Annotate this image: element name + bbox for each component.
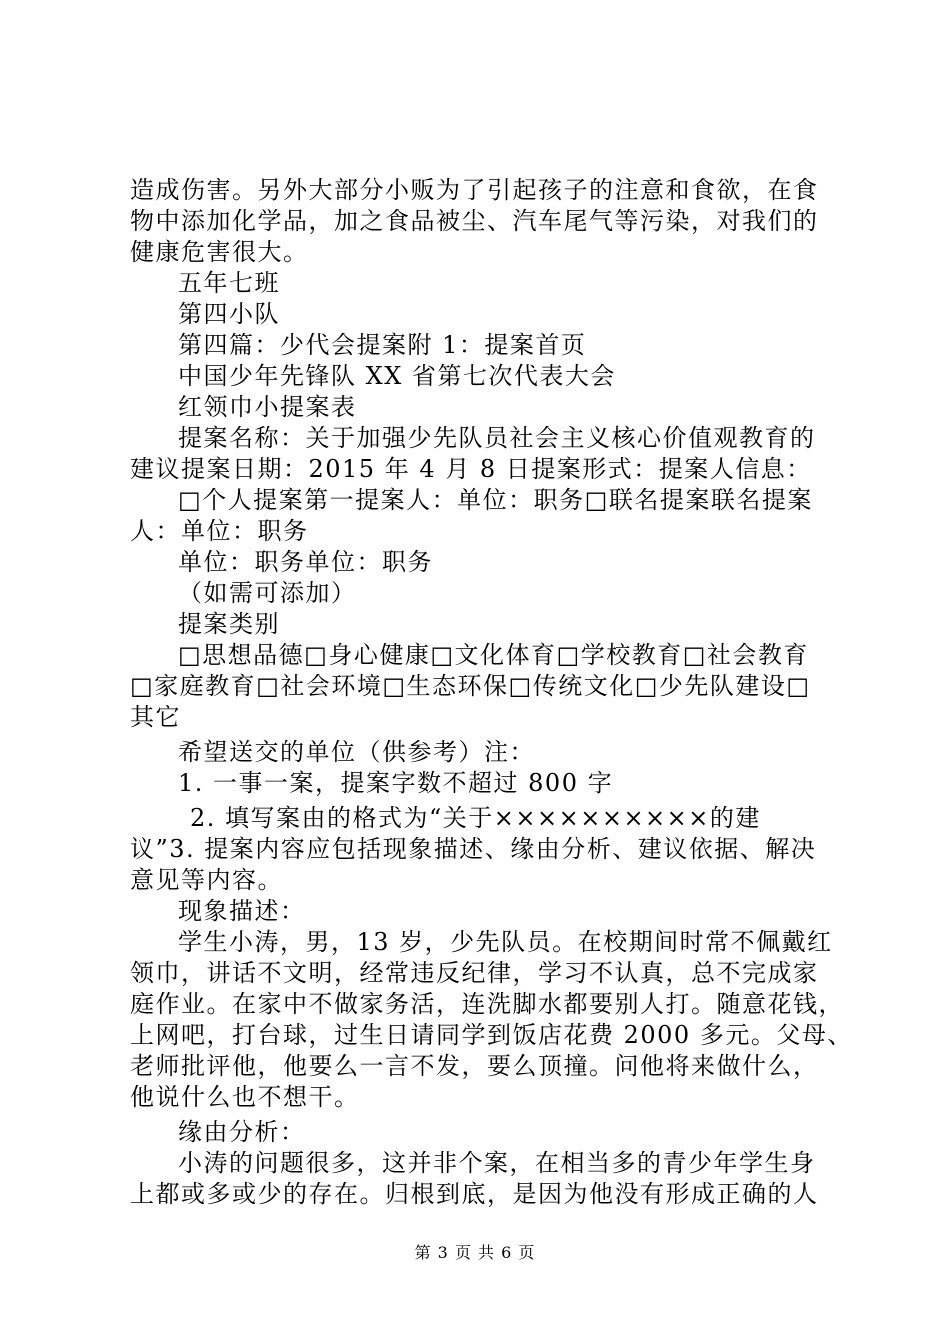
paragraph-line: 老师批评他，他要么一言不发，要么顶撞。问他将来做什么， — [130, 1052, 819, 1080]
note-item: 议”3. 提案内容应包括现象描述、缘由分析、建议依据、解决 — [130, 835, 817, 863]
congress-title: 中国少年先锋队 XX 省第七次代表大会 — [178, 362, 616, 390]
section-heading: 缘由分析： — [178, 1118, 306, 1146]
paragraph-line: 学生小涛，男，13 岁，少先队员。在校期间时常不佩戴红 — [178, 928, 833, 956]
text-line: 健康危害很大。 — [130, 238, 309, 266]
paragraph-line: 上都或多或少的存在。归根到底，是因为他没有形成正确的人 — [130, 1180, 819, 1208]
notes-heading: 希望送交的单位（供参考）注： — [178, 738, 535, 766]
text-line: （如需可添加） — [178, 579, 357, 607]
paragraph-line: 领巾，讲话不文明，经常违反纪律，学习不认真，总不完成家 — [130, 959, 819, 987]
proposer-info: □个人提案第一提案人：单位：职务□联名提案联名提案 — [178, 486, 813, 514]
team-name: 第四小队 — [178, 300, 280, 328]
paragraph-line: 庭作业。在家中不做家务活，连洗脚水都要别人打。随意花钱， — [130, 990, 844, 1018]
note-item: 1. 一事一案，提案字数不超过 800 字 — [178, 769, 614, 797]
paragraph-line: 他说什么也不想干。 — [130, 1083, 360, 1111]
text-line: 单位：职务单位：职务 — [178, 548, 433, 576]
category-options: □思想品德□身心健康□文化体育□学校教育□社会教育 — [178, 641, 809, 669]
document-body — [130, 175, 853, 1210]
page-number: 第 3 页 共 6 页 — [414, 1243, 536, 1262]
category-options: 其它 — [130, 703, 181, 731]
section-heading: 第四篇：少代会提案附 1：提案首页 — [178, 331, 587, 359]
class-name: 五年七班 — [178, 269, 280, 297]
category-options: □家庭教育□社会环境□生态环保□传统文化□少先队建设□ — [130, 672, 811, 700]
text-line: 造成伤害。另外大部分小贩为了引起孩子的注意和食欲，在食 — [130, 176, 819, 204]
section-heading: 现象描述： — [178, 897, 306, 925]
text-line: 意见等内容。 — [130, 866, 283, 894]
paragraph-line: 小涛的问题很多，这并非个案，在相当多的青少年学生身 — [178, 1149, 816, 1177]
category-heading: 提案类别 — [178, 610, 280, 638]
proposal-date: 建议提案日期：2015 年 4 月 8 日提案形式：提案人信息： — [130, 455, 812, 483]
text-line: 物中添加化学品，加之食品被尘、汽车尾气等污染，对我们的 — [130, 207, 819, 235]
note-item: 2. 填写案由的格式为“关于××××××××××的建 — [190, 804, 761, 832]
paragraph-line: 上网吧，打台球，过生日请同学到饭店花费 2000 多元。父母、 — [130, 1021, 853, 1049]
form-title: 红领巾小提案表 — [178, 393, 357, 421]
proposal-name: 提案名称：关于加强少先队员社会主义核心价值观教育的 — [178, 424, 816, 452]
text-line: 人：单位：职务 — [130, 517, 309, 545]
